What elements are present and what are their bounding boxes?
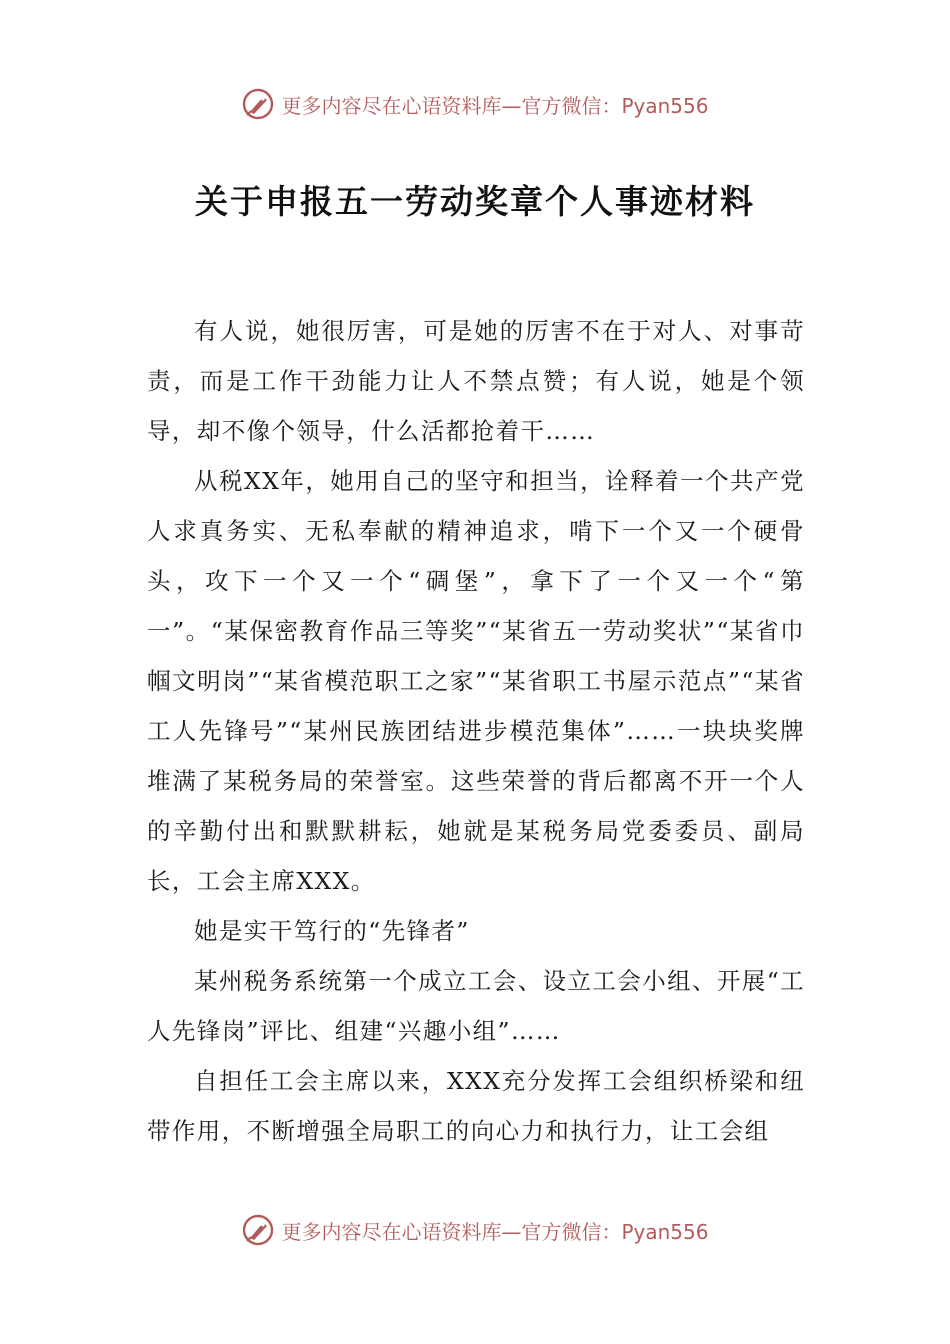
section-heading: 她是实干笃行的“先锋者” [194, 917, 470, 945]
paragraph: 某州税务系统第一个成立工会、设立工会小组、开展“工人先锋岗”评比、组建“兴趣小组”…… [147, 967, 806, 1045]
header-banner [0, 84, 950, 124]
footer-banner-text: 更多内容尽在心语资料库—官方微信：Pyan556 [281, 1219, 709, 1244]
pen-nib-logo-icon [241, 87, 275, 121]
document-body [147, 306, 805, 1156]
footer-banner [0, 1210, 950, 1250]
pen-nib-logo-icon [241, 1213, 275, 1247]
header-banner-text: 更多内容尽在心语资料库—官方微信：Pyan556 [281, 93, 709, 118]
paragraph: 自担任工会主席以来，XXX充分发挥工会组织桥梁和纽带作用，不断增强全局职工的向心力和执行力，让工会组 [147, 1067, 805, 1145]
document-title: 关于申报五一劳动奖章个人事迹材料 [195, 182, 755, 221]
paragraph: 有人说，她很厉害，可是她的厉害不在于对人、对事苛责，而是工作干劲能力让人不禁点赞；有人说，她是个领导，却不像个领导，什么活都抢着干…… [147, 317, 805, 445]
paragraph: 从税XX年，她用自己的坚守和担当，诠释着一个共产党人求真务实、无私奉献的精神追求，啃下一个又一个硬骨头，攻下一个又一个“碉堡”，拿下了一个又一个“第一”。“某保密教育作品三等奖”“某省五一劳动奖状”“某省巾帼文明岗”“某省模范职工之家”“某省职工书屋示范点”“某省工人先锋号”“某州民族团结进步模范集体”……一块块奖牌堆满了某税务局的荣誉室。这些荣誉的背后都离不开一个人的辛勤付出和默默耕耘，她就是某税务局党委委员、副局长，工会主席XXX。 [147, 467, 805, 895]
